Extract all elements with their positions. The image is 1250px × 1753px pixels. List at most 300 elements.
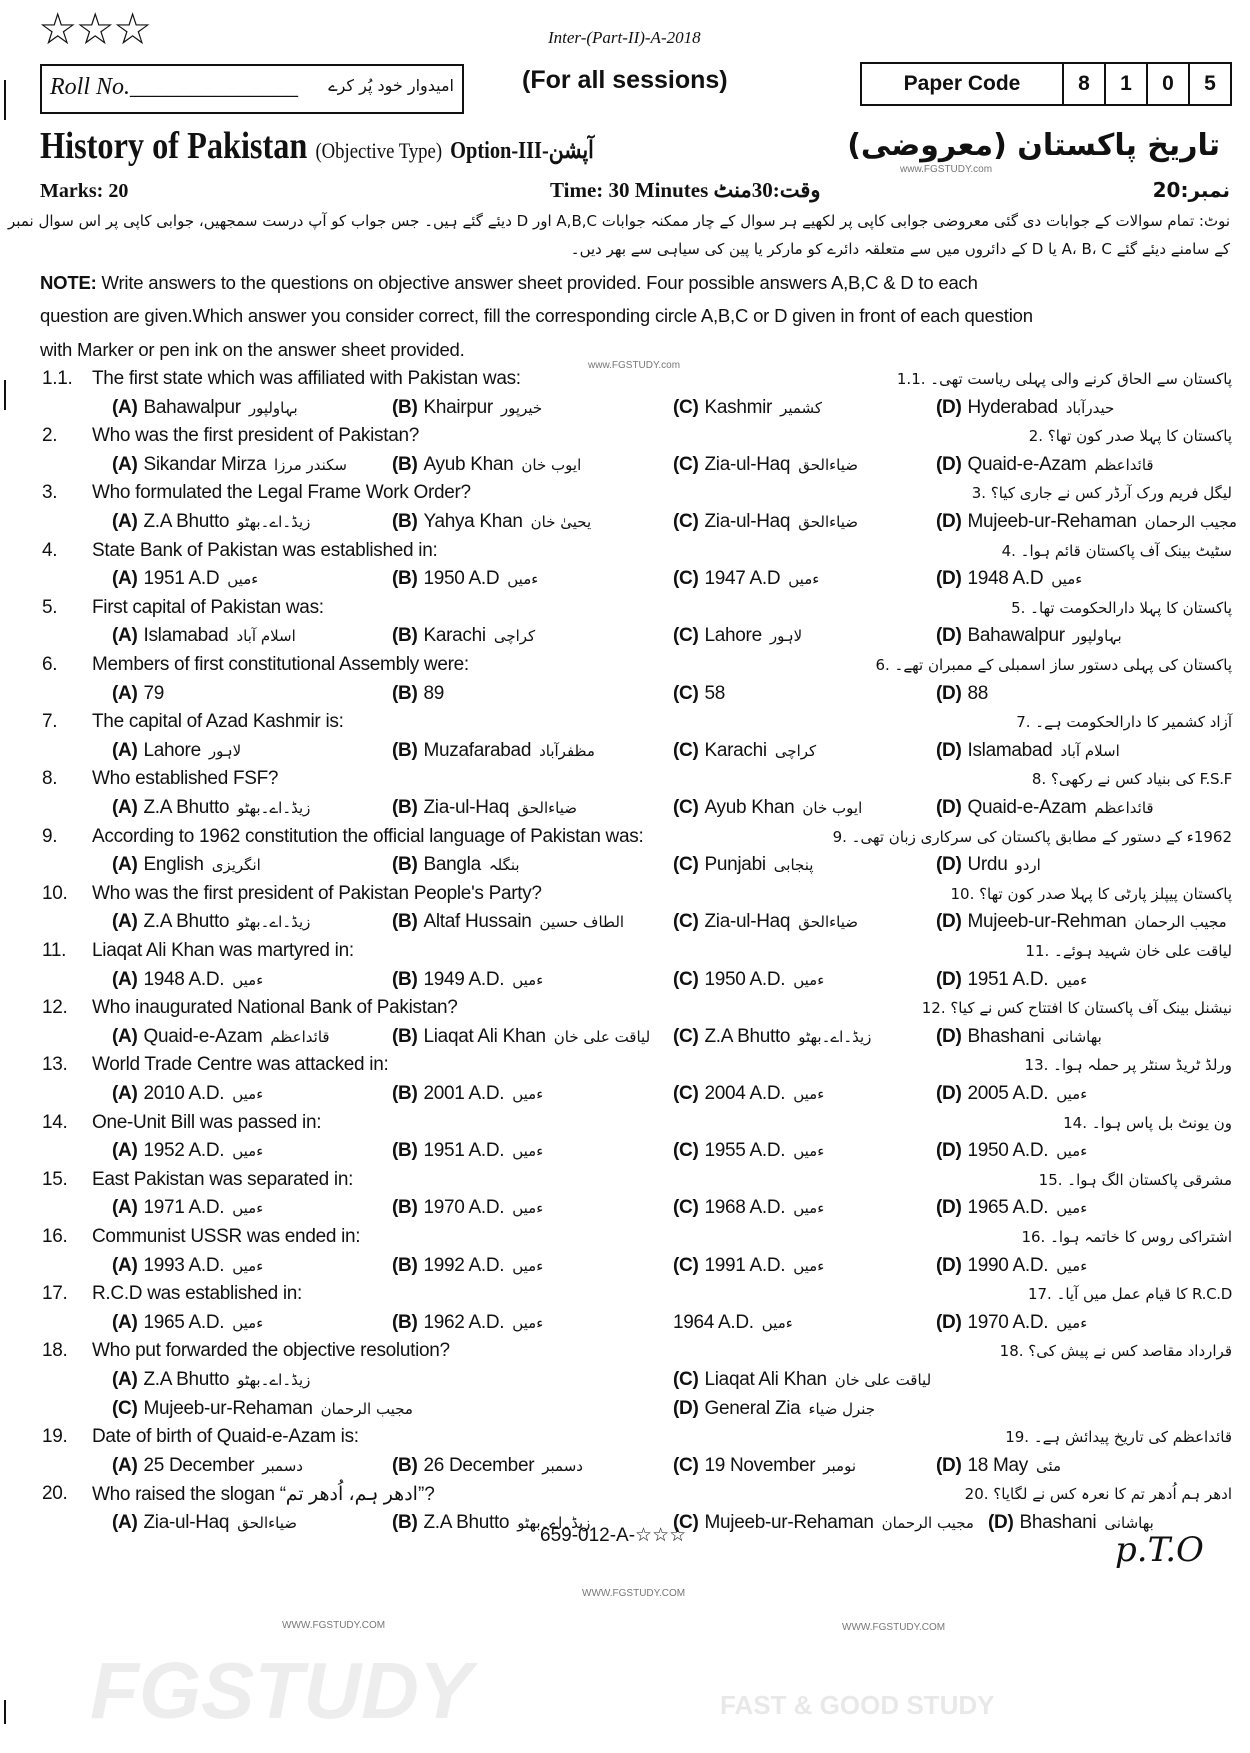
paper-code-box (860, 62, 1232, 106)
option-letter: (D) (936, 568, 962, 590)
question-text: Who put forwarded the objective resolution? (92, 1340, 450, 1362)
answer-option[interactable] (673, 1455, 856, 1477)
answer-option[interactable] (112, 454, 347, 476)
option-urdu-text: ءمیں (793, 1256, 825, 1275)
option-letter: (B) (392, 739, 418, 761)
option-urdu-text: زیڈ۔اے۔بھٹو (237, 799, 311, 817)
option-text: Mujeeb-ur-Rehaman (143, 1397, 313, 1419)
option-letter: (C) (673, 1454, 699, 1476)
answer-option[interactable] (112, 1140, 263, 1162)
question-text: R.C.D was established in: (92, 1283, 303, 1305)
option-text: 58 (704, 682, 726, 704)
marks-label: Marks: 20 (40, 180, 129, 202)
answer-option[interactable] (112, 568, 258, 590)
question-text: Who raised the slogan “ادھر ہم، اُدھر تم”? (92, 1484, 435, 1506)
option-text: Kashmir (704, 396, 773, 418)
option-text: Bangla (423, 854, 481, 876)
answer-option[interactable] (392, 740, 595, 762)
option-urdu-text: مجیب الرحمان (1134, 913, 1227, 932)
option-text: 1990 A.D. (967, 1254, 1049, 1276)
answer-option[interactable] (936, 511, 1237, 533)
option-letter: (C) (673, 854, 699, 876)
question-number: 12. (42, 997, 68, 1019)
option-text: 1948 A.D. (143, 968, 225, 990)
note-line (40, 272, 978, 294)
option-urdu-text: مجیب الرحمان (320, 1399, 413, 1418)
option-urdu-text: ءمیں (227, 570, 259, 589)
option-urdu-text: ءمیں (232, 1085, 264, 1103)
option-letter: (D) (936, 739, 962, 761)
option-text: 1971 A.D. (143, 1197, 225, 1219)
option-urdu-text: ءمیں (1056, 1199, 1088, 1218)
option-urdu-text: ءمیں (1056, 1313, 1088, 1332)
option-urdu-text: لیاقت علی خان (553, 1027, 651, 1046)
option-urdu-text: ءمیں (793, 1142, 825, 1161)
option-letter: (A) (112, 968, 138, 990)
option-letter: (D) (936, 1254, 962, 1276)
question-urdu-text: F.S.F کی بنیاد کس نے رکھی؟ .8 (1031, 770, 1232, 789)
option-text: Mujeeb-ur-Rehaman (704, 1512, 874, 1533)
question-number: 10. (42, 882, 68, 904)
question-urdu-text: اشتراکی روس کا خاتمہ ہوا۔ .16 (1021, 1228, 1232, 1246)
answer-option[interactable] (392, 683, 444, 705)
answer-option[interactable] (673, 740, 816, 762)
answer-option[interactable] (392, 854, 520, 876)
option-letter: (C) (673, 911, 699, 933)
question-text: East Pakistan was separated in: (92, 1168, 354, 1190)
question-urdu-text: نیشنل بینک آف پاکستان کا افتتاح کس نے کیا؟ .12 (921, 999, 1232, 1018)
answer-option[interactable] (673, 568, 819, 590)
question-urdu-text: آزاد کشمیر کا دارالحکومت ہے۔ .7 (1016, 713, 1232, 732)
option-urdu-text: زیڈ۔اے۔بھٹو (237, 913, 311, 932)
answer-option[interactable] (673, 454, 858, 476)
option-text: 25 December (143, 1454, 255, 1476)
option-text: 2005 A.D. (967, 1083, 1049, 1104)
question-number: 20. (42, 1483, 68, 1505)
option-text: 1993 A.D. (143, 1254, 225, 1276)
option-urdu-text: زیڈ۔اے۔بھٹو (237, 1371, 311, 1389)
paper-code-digit: 1 (1104, 64, 1146, 104)
option-letter: (D) (936, 854, 962, 876)
question-urdu-text: قرارداد مقاصد کس نے پیش کی؟ .18 (999, 1342, 1232, 1361)
option-urdu-text: کراچی (774, 741, 817, 760)
question-number: 9. (42, 825, 58, 847)
option-text: 19 November (704, 1454, 816, 1476)
option-text: 2001 A.D. (423, 1083, 505, 1104)
answer-option[interactable] (112, 1255, 263, 1277)
paper-code-digit: 0 (1146, 64, 1188, 104)
answer-option[interactable] (936, 568, 1082, 590)
option-urdu-text: ءمیں (512, 1199, 544, 1218)
question-number: 14. (42, 1111, 68, 1133)
option-urdu-text: دسمبر (262, 1456, 303, 1475)
answer-option[interactable] (936, 797, 1154, 819)
answer-option[interactable] (936, 683, 988, 705)
answer-option[interactable] (936, 625, 1122, 647)
roll-number-label: Roll No.______________ (50, 74, 299, 100)
option-urdu-text: ضیاءالحق (237, 1514, 298, 1532)
answer-option[interactable] (673, 511, 858, 533)
question-text: Communist USSR was ended in: (92, 1226, 361, 1247)
option-text: Sikandar Mirza (143, 453, 266, 475)
answer-option[interactable] (112, 740, 241, 762)
option-text: 26 December (423, 1454, 535, 1476)
option-letter: (D) (936, 968, 962, 990)
answer-option[interactable] (112, 1369, 310, 1391)
option-letter: (C) (673, 1140, 699, 1162)
answer-option[interactable] (112, 1083, 263, 1105)
option-urdu-text: ءمیں (1051, 570, 1083, 589)
answer-option[interactable] (673, 1255, 824, 1277)
option-text: Zia-ul-Haq (704, 911, 791, 933)
answer-option[interactable] (673, 683, 725, 705)
option-text: Ayub Khan (704, 797, 795, 818)
scan-edge-mark (4, 380, 6, 410)
option-urdu-text: ءمیں (761, 1313, 793, 1332)
option-text: Muzafarabad (423, 739, 532, 761)
question-number: 7. (42, 711, 58, 733)
answer-option[interactable] (673, 969, 824, 991)
answer-option[interactable] (673, 397, 822, 419)
answer-option[interactable] (673, 1140, 824, 1162)
option-urdu-text: ءمیں (1056, 1085, 1088, 1103)
sessions-label: (For all sessions) (522, 66, 728, 94)
answer-option[interactable] (392, 511, 591, 533)
option-letter: (C) (673, 1369, 699, 1390)
answer-option[interactable] (673, 1083, 824, 1105)
answer-option[interactable] (673, 854, 813, 876)
option-letter: (D) (936, 511, 962, 532)
answer-option[interactable] (936, 1255, 1087, 1277)
please-turn-over: p.T.O (1115, 1530, 1204, 1570)
option-urdu-text: ءمیں (788, 570, 820, 589)
note-line: with Marker or pen ink on the answer sheet provided. (40, 339, 465, 360)
option-text: 1951 A.D. (967, 968, 1049, 990)
option-urdu-text: ضیاءالحق (517, 799, 578, 817)
option-letter: (A) (112, 1454, 138, 1476)
answer-option[interactable] (112, 1455, 303, 1477)
option-letter: (B) (392, 1083, 418, 1104)
option-text: 1948 A.D (967, 568, 1044, 590)
answer-option[interactable] (392, 797, 577, 819)
option-urdu-text: بھاشانی (1104, 1514, 1154, 1532)
answer-option[interactable] (392, 1255, 543, 1277)
option-text: Liaqat Ali Khan (704, 1369, 827, 1390)
option-text: Bahawalpur (143, 396, 241, 418)
paper-title (40, 124, 594, 168)
scan-edge-mark (4, 80, 6, 120)
option-text: Zia-ul-Haq (704, 511, 791, 532)
urdu-instruction-line: کے سامنے دیئے گئے A، B، C یا D کے دائروں میں سے متعلقہ دائرے کو مارکر یا پین کی سیاہی سے بھر دیں۔ (570, 240, 1230, 258)
answer-option[interactable] (936, 911, 1227, 933)
question-text: Date of birth of Quaid-e-Azam is: (92, 1426, 359, 1448)
question-text: The first state which was affiliated with Pakistan was: (92, 368, 521, 389)
answer-option[interactable] (392, 625, 535, 647)
option-text: Yahya Khan (423, 511, 523, 532)
answer-option[interactable] (392, 1312, 543, 1334)
question-number: 19. (42, 1426, 68, 1448)
question-urdu-text: مشرقی پاکستان الگ ہوا۔ .15 (1038, 1170, 1232, 1189)
question-number: 2. (42, 425, 58, 447)
option-text: Liaqat Ali Khan (423, 1025, 546, 1047)
answer-option[interactable] (936, 1312, 1087, 1334)
option-letter: (D) (936, 396, 962, 418)
option-letter: (D) (936, 797, 962, 818)
answer-option[interactable] (673, 1398, 875, 1420)
answer-option[interactable] (112, 1398, 413, 1420)
option-text: Z.A Bhutto (143, 797, 230, 818)
option-urdu-text: ءمیں (232, 1142, 264, 1161)
option-letter: (B) (392, 968, 418, 990)
time-label: Time: 30 Minutes وقت:30منٹ (550, 178, 821, 202)
question-text: First capital of Pakistan was: (92, 596, 324, 618)
watermark-text: WWW.FGSTUDY.COM (842, 1622, 946, 1633)
answer-option[interactable] (392, 1140, 543, 1162)
option-text: Bhashani (967, 1025, 1045, 1047)
answer-option[interactable] (112, 1026, 330, 1048)
answer-option[interactable] (112, 683, 164, 705)
answer-option[interactable] (673, 1512, 974, 1534)
note-label: NOTE: (40, 272, 97, 293)
paper-subtitle: (Objective Type) (315, 138, 443, 163)
answer-option[interactable] (673, 1312, 793, 1334)
question-text: Who inaugurated National Bank of Pakistan? (92, 997, 458, 1019)
option-letter: (D) (988, 1512, 1014, 1533)
option-urdu-text: ءمیں (1056, 1256, 1088, 1275)
option-letter: (A) (112, 1083, 138, 1104)
option-letter: (C) (112, 1397, 138, 1419)
option-text: Lahore (143, 739, 201, 761)
option-letter: (C) (673, 797, 699, 818)
option-urdu-text: اسلام آباد (236, 627, 296, 646)
option-urdu-text: ءمیں (232, 1199, 264, 1218)
watermark-text: WWW.FGSTUDY.COM (282, 1620, 386, 1631)
option-text: Zia-ul-Haq (704, 453, 791, 475)
option-text: 1970 A.D. (423, 1197, 505, 1219)
option-urdu-text: بہاولپور (1072, 627, 1122, 646)
option-letter: (D) (936, 1140, 962, 1162)
option-urdu-text: ءمیں (512, 1085, 544, 1103)
paper-option: Option-III-آپشن (450, 138, 594, 164)
option-text: Urdu (967, 854, 1008, 876)
option-letter: (C) (673, 1083, 699, 1104)
option-letter: (B) (392, 1140, 418, 1162)
answer-option[interactable] (392, 397, 542, 419)
answer-option[interactable] (392, 1026, 650, 1048)
option-letter: (C) (673, 1025, 699, 1047)
option-urdu-text: لاہور (769, 627, 803, 646)
question-urdu-text: قائداعظم کی تاریخ پیدائش ہے۔ .19 (1005, 1428, 1232, 1447)
answer-option[interactable] (112, 911, 310, 933)
option-text: Z.A Bhutto (143, 1369, 230, 1390)
option-text: 1968 A.D. (704, 1197, 786, 1219)
answer-option[interactable] (112, 797, 310, 819)
option-text: Mujeeb-ur-Rehaman (967, 511, 1137, 532)
option-letter: (B) (392, 625, 418, 647)
question-number: 3. (42, 482, 58, 504)
urdu-title: تاریخ پاکستان (معروضی) (847, 128, 1220, 163)
option-letter: (C) (673, 1197, 699, 1219)
option-text: Hyderabad (967, 396, 1058, 418)
option-letter: (B) (392, 396, 418, 418)
answer-option[interactable] (936, 1455, 1061, 1477)
option-urdu-text: حیدرآباد (1065, 398, 1115, 417)
option-letter: (A) (112, 682, 138, 704)
scan-edge-mark (4, 1700, 6, 1724)
answer-option[interactable] (936, 397, 1114, 419)
answer-option[interactable] (936, 969, 1087, 991)
answer-option[interactable] (673, 1026, 871, 1048)
answer-option[interactable] (936, 854, 1041, 876)
option-urdu-text: مظفرآباد (539, 741, 595, 760)
option-urdu-text: لاہور (208, 741, 242, 760)
option-letter: (A) (112, 739, 138, 761)
option-urdu-text: ضیاءالحق (798, 455, 859, 474)
option-text: Zia-ul-Haq (423, 797, 510, 818)
answer-option[interactable] (936, 740, 1120, 762)
option-text: English (143, 854, 204, 876)
paper-title-main: History of Pakistan (40, 125, 308, 167)
answer-option[interactable] (936, 1083, 1087, 1105)
answer-option[interactable] (673, 1369, 931, 1391)
option-text: 1951 A.D (143, 568, 220, 590)
question-number: 17. (42, 1283, 68, 1305)
option-letter: (D) (936, 1025, 962, 1047)
option-urdu-text: ءمیں (512, 1142, 544, 1161)
option-urdu-text: ءمیں (1056, 970, 1088, 989)
answer-option[interactable] (392, 969, 543, 991)
option-letter: (A) (112, 854, 138, 876)
option-urdu-text: زیڈ۔اے۔بھٹو (798, 1027, 872, 1046)
option-letter: (B) (392, 568, 418, 590)
answer-option[interactable] (673, 797, 862, 819)
option-letter: (C) (673, 396, 699, 418)
option-urdu-text: ءمیں (507, 570, 539, 589)
option-letter: (C) (673, 1512, 699, 1533)
roll-number-box[interactable] (40, 64, 464, 114)
option-letter: (B) (392, 1512, 418, 1533)
option-text: 2010 A.D. (143, 1083, 225, 1104)
option-text: 1991 A.D. (704, 1254, 786, 1276)
option-urdu-text: ءمیں (512, 970, 544, 989)
question-text: Liaqat Ali Khan was martyred in: (92, 940, 354, 961)
answer-option[interactable] (112, 1512, 297, 1534)
option-text: 1950 A.D. (967, 1140, 1049, 1162)
urdu-instruction-line: نوٹ: تمام سوالات کے جوابات دی گئی معروضی جوابی کاپی پر لکھیے ہر سوال کے چار ممکنہ جوابات A,B,C اور D دیئے گئے ہیں۔ جس جواب کو آپ درست سمجھیں، جوابی کاپی پر اس سوال نمبر (8, 212, 1230, 230)
question-text: According to 1962 constitution the official language of Pakistan was: (92, 825, 644, 847)
answer-option[interactable] (936, 1197, 1087, 1219)
answer-option[interactable] (673, 625, 802, 647)
option-text: Islamabad (967, 739, 1053, 761)
option-text: Z.A Bhutto (143, 511, 230, 532)
note-line: question are given.Which answer you consider correct, fill the corresponding circle A,B,C or D given in front of each question (40, 305, 1033, 326)
answer-option[interactable] (112, 625, 296, 647)
question-text: The capital of Azad Kashmir is: (92, 711, 344, 733)
answer-option[interactable] (392, 1455, 583, 1477)
option-letter: (A) (112, 396, 138, 418)
answer-option[interactable] (392, 911, 624, 933)
answer-option[interactable] (112, 969, 263, 991)
option-letter: (D) (936, 1197, 962, 1219)
answer-option[interactable] (936, 1140, 1087, 1162)
option-urdu-text: ایوب خان (521, 455, 582, 474)
question-text: One-Unit Bill was passed in: (92, 1111, 322, 1133)
option-urdu-text: کراچی (493, 627, 536, 646)
option-urdu-text: زیڈ۔اے۔بھٹو (517, 1514, 591, 1532)
option-letter: (D) (936, 1311, 962, 1333)
option-letter: (C) (673, 682, 699, 704)
paper-code-digit: 8 (1062, 64, 1104, 104)
answer-option[interactable] (112, 1312, 263, 1334)
question-number: 11. (42, 940, 67, 961)
option-urdu-text: ءمیں (793, 970, 825, 989)
option-letter: (A) (112, 625, 138, 647)
answer-option[interactable] (392, 1083, 543, 1105)
option-text: 1965 A.D. (143, 1311, 225, 1333)
option-urdu-text: زیڈ۔اے۔بھٹو (237, 513, 311, 531)
option-text: Bahawalpur (967, 625, 1065, 647)
option-letter: (A) (112, 453, 138, 475)
option-letter: (A) (112, 1197, 138, 1219)
answer-option[interactable] (936, 454, 1154, 476)
option-text: 1949 A.D. (423, 968, 505, 990)
question-number: 15. (42, 1168, 68, 1190)
option-urdu-text: لیاقت علی خان (834, 1371, 932, 1389)
option-letter: (C) (673, 1254, 699, 1276)
answer-option[interactable] (112, 1197, 263, 1219)
question-number: 13. (42, 1054, 68, 1076)
answer-option[interactable] (392, 568, 538, 590)
option-urdu-text: ایوب خان (802, 799, 863, 817)
option-urdu-text: ءمیں (512, 1313, 544, 1332)
answer-option[interactable] (112, 397, 298, 419)
option-letter: (A) (112, 911, 138, 933)
option-letter: (D) (936, 682, 962, 704)
option-letter: (A) (112, 1512, 138, 1533)
option-letter: (A) (112, 1025, 138, 1047)
option-urdu-text: دسمبر (542, 1456, 583, 1475)
answer-option[interactable] (112, 511, 310, 533)
option-text: 1952 A.D. (143, 1140, 225, 1162)
option-text: 2004 A.D. (704, 1083, 786, 1104)
watermark-text: www.FGSTUDY.com (588, 360, 681, 371)
header-stars: ☆☆☆ (38, 4, 151, 55)
question-urdu-text: پاکستان سے الحاق کرنے والی پہلی ریاست تھی۔ .1.1 (896, 370, 1232, 388)
option-letter: (A) (112, 511, 138, 532)
option-letter: (B) (392, 1197, 418, 1219)
answer-option[interactable] (673, 1197, 824, 1219)
paper-footer-code: 659-012-A-☆☆☆ (540, 1525, 687, 1546)
option-letter: (D) (936, 1083, 962, 1104)
answer-option[interactable] (392, 1197, 543, 1219)
option-urdu-text: بنگلہ (488, 856, 520, 875)
question-urdu-text: ون یونٹ بل پاس ہوا۔ .14 (1063, 1113, 1232, 1132)
option-urdu-text: ءمیں (232, 970, 264, 989)
option-letter: (C) (673, 568, 699, 590)
question-text: World Trade Centre was attacked in: (92, 1054, 389, 1076)
question-text: State Bank of Pakistan was established in: (92, 539, 438, 561)
question-text: Who was the first president of Pakistan? (92, 425, 419, 447)
answer-option[interactable] (392, 454, 581, 476)
option-text: Lahore (704, 625, 762, 647)
watermark-logo: FGSTUDY (90, 1646, 473, 1735)
answer-option[interactable] (112, 854, 261, 876)
option-letter: (C) (673, 511, 699, 532)
answer-option[interactable] (936, 1026, 1102, 1048)
answer-option[interactable] (673, 911, 858, 933)
option-urdu-text: انگریزی (211, 856, 261, 875)
option-text: 1947 A.D (704, 568, 781, 590)
